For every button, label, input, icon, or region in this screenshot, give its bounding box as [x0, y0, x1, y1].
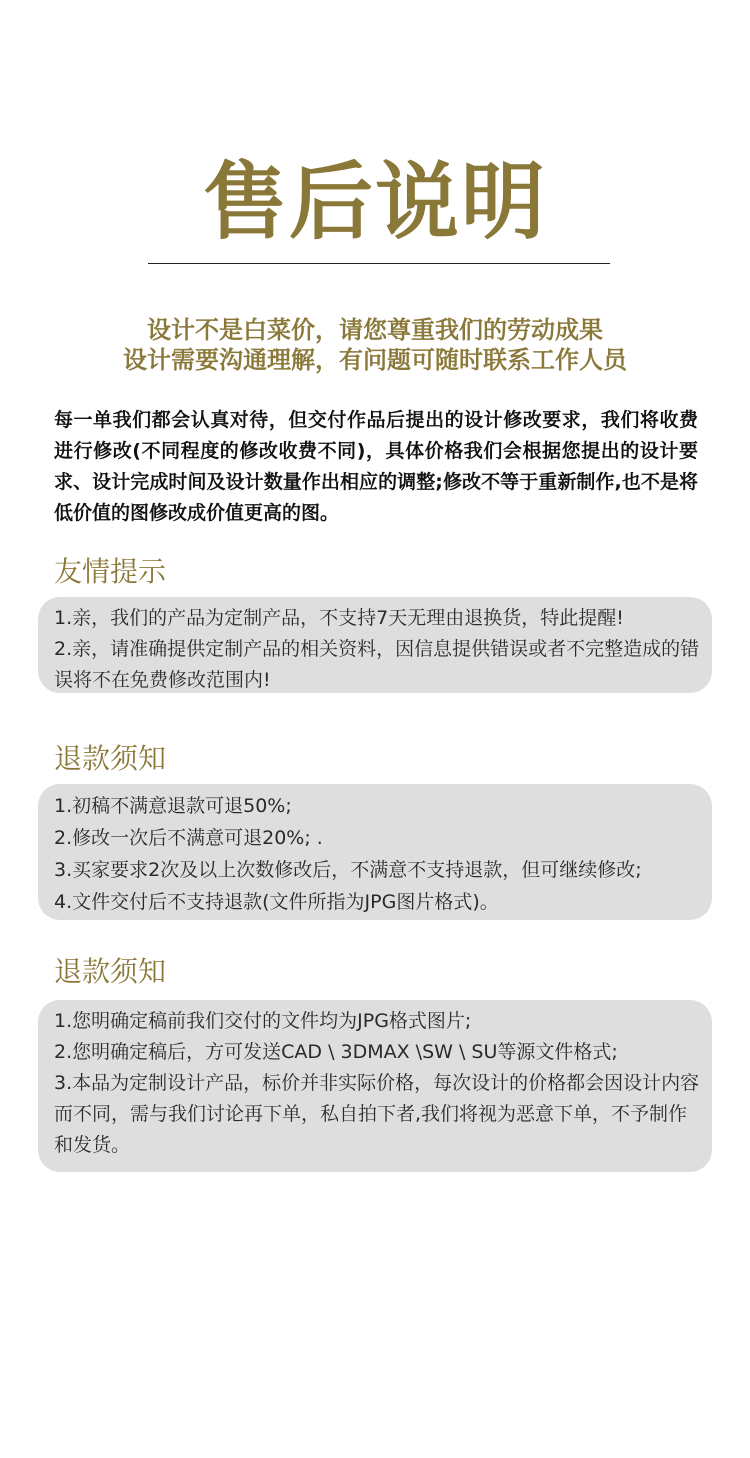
- intro-paragraph: 每一单我们都会认真对待，但交付作品后提出的设计修改要求，我们将收费进行修改(不同程度的修改收费不同)，具体价格我们会根据您提出的设计要求、设计完成时间及设计数量作出相应的调整;修改不等于重新制作,也不是将低价值的图修改成价值更高的图。: [54, 409, 698, 524]
- refund-notice-item: 4.文件交付后不支持退款(文件所指为JPG图片格式)。: [54, 891, 499, 913]
- file-notice-item: 3.本品为定制设计产品，标价并非实际价格，每次设计的价格都会因设计内容而不同，需与我们讨论再下单，私自拍下者,我们将视为恶意下单，不予制作和发货。: [54, 1072, 700, 1156]
- page-title: 售后说明: [202, 153, 547, 251]
- title-divider: [148, 263, 610, 264]
- file-notice-box: [38, 1000, 712, 1172]
- refund-notice-item: 3.买家要求2次及以上次数修改后，不满意不支持退款，但可继续修改;: [54, 859, 642, 881]
- slogan-line-2: 设计需要沟通理解，有问题可随时联系工作人员: [123, 346, 627, 374]
- friendly-tip-item: 1.亲，我们的产品为定制产品，不支持7天无理由退换货，特此提醒!: [54, 607, 624, 629]
- friendly-tip-item: 2.亲，请准确提供定制产品的相关资料，因信息提供错误或者不完整造成的错误将不在免费修改范围内!: [54, 638, 700, 691]
- friendly-tips-box: [38, 597, 712, 693]
- file-notice-item: 1.您明确定稿前我们交付的文件均为JPG格式图片;: [54, 1010, 472, 1032]
- section-heading-refund-notice: 退款须知: [54, 742, 167, 775]
- refund-notice-item: 1.初稿不满意退款可退50%;: [54, 795, 292, 817]
- section-heading-refund-notice-2: 退款须知: [54, 955, 167, 988]
- refund-notice-box: [38, 784, 712, 920]
- section-heading-friendly-tips: 友情提示: [54, 555, 167, 588]
- slogan-line-1: 设计不是白菜价，请您尊重我们的劳动成果: [147, 316, 603, 344]
- refund-notice-item: 2.修改一次后不满意可退20%; .: [54, 827, 323, 849]
- file-notice-item: 2.您明确定稿后，方可发送CAD \ 3DMAX \SW \ SU等源文件格式;: [54, 1041, 618, 1063]
